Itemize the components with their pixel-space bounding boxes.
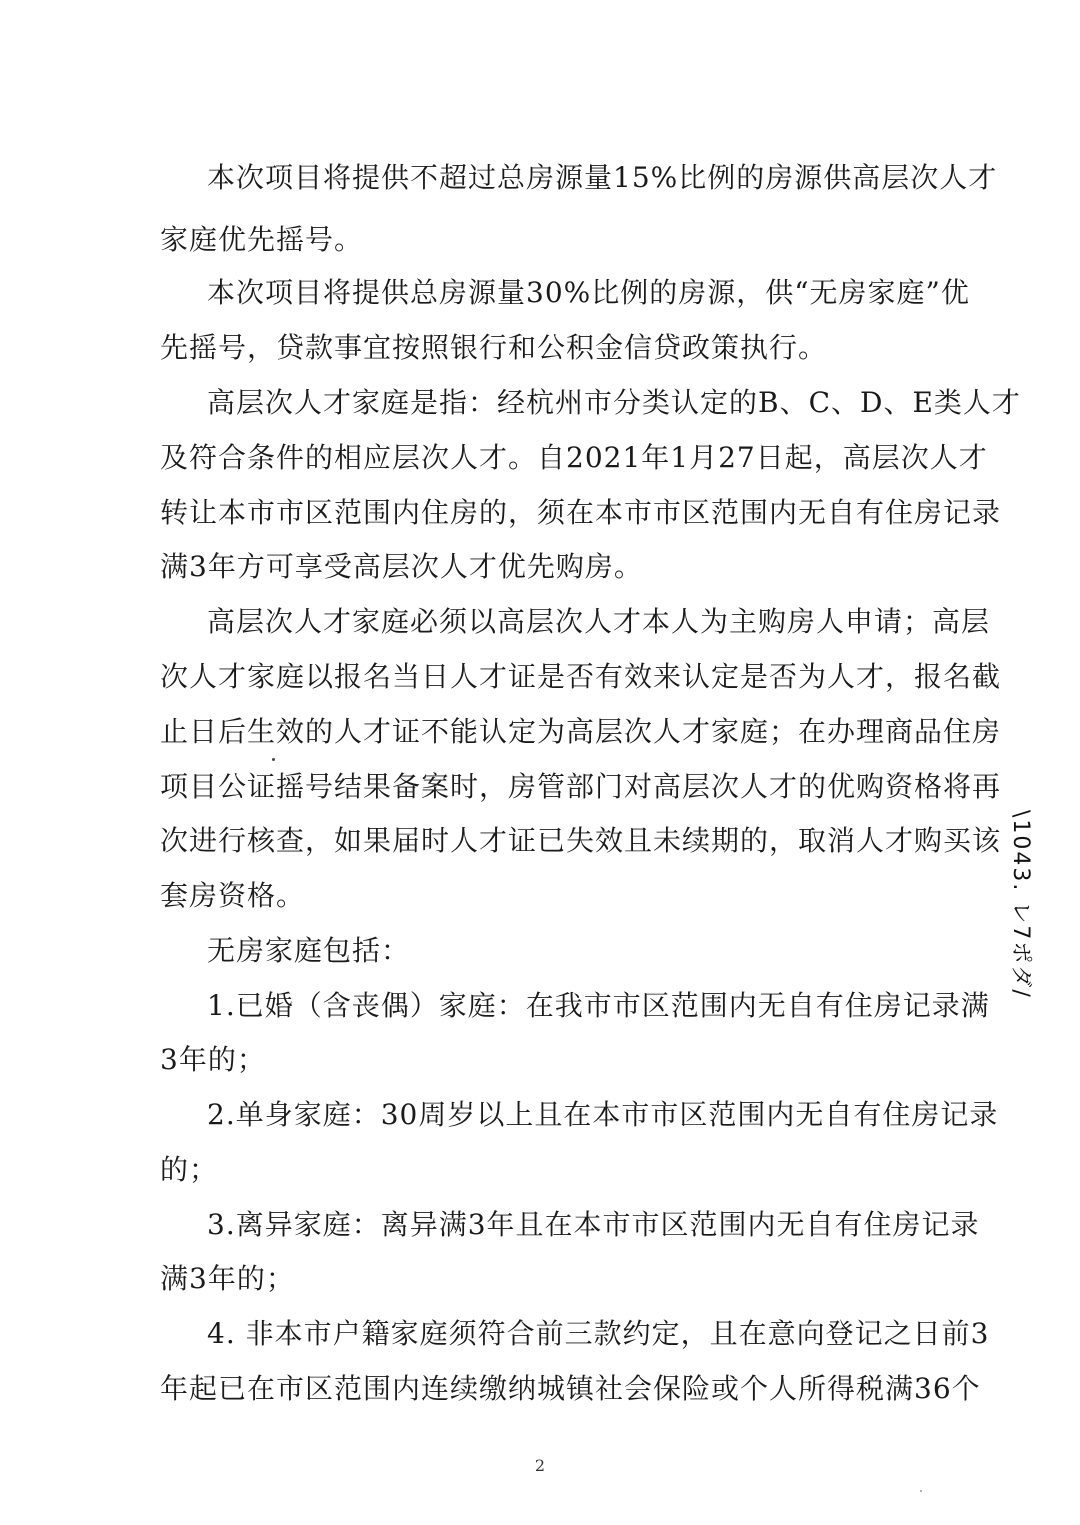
scan-speck [920, 1490, 922, 1492]
list-item-line: 4. 非本市户籍家庭须符合前三款约定，且在意向登记之日前3 [207, 1317, 990, 1350]
paragraph-line: 次人才家庭以报名当日人才证是否有效来认定是否为人才，报名截 [160, 660, 1002, 693]
list-item-line: 3年的； [160, 1043, 266, 1076]
paragraph-line: 止日后生效的人才证不能认定为高层次人才家庭；在办理商品住房 [160, 715, 1002, 748]
scan-speck [272, 758, 275, 761]
paragraph-line: 先摇号，贷款事宜按照银行和公积金信贷政策执行。 [160, 331, 828, 364]
paragraph-line: 高层次人才家庭必须以高层次人才本人为主购房人申请；高层 [207, 605, 991, 638]
page-number: 2 [534, 1456, 546, 1475]
list-item-line: 满3年的； [160, 1262, 295, 1295]
list-item-line: 2.单身家庭：30周岁以上且在本市市区范围内无自有住房记录 [207, 1098, 999, 1131]
paragraph-line: 高层次人才家庭是指：经杭州市分类认定的B、C、D、E类人才 [207, 386, 1021, 419]
paragraph-line: 满3年方可享受高层次人才优先购房。 [160, 550, 643, 583]
paragraph-line: 项目公证摇号结果备案时，房管部门对高层次人才的优购资格将再 [160, 770, 1002, 803]
paragraph-line: 本次项目将提供不超过总房源量15%比例的房源供高层次人才 [207, 161, 998, 194]
list-item-line: 的； [160, 1153, 219, 1186]
paragraph-line: 次进行核查，如果届时人才证已失效且未续期的，取消人才购买该 [160, 824, 1002, 857]
paragraph-line: 家庭优先摇号。 [160, 223, 364, 256]
list-item-line: 3.离异家庭：离异满3年且在本市市区范围内无自有住房记录 [207, 1208, 980, 1241]
list-item-line: 年起已在市区范围内连续缴纳城镇社会保险或个人所得税满36个 [160, 1372, 981, 1405]
paragraph-line: 及符合条件的相应层次人才。自2021年1月27日起，高层次人才 [160, 441, 988, 474]
paragraph-line: 转让本市市区范围内住房的，须在本市市区范围内无自有住房记录 [160, 496, 1002, 529]
paragraph-line: 无房家庭包括： [207, 934, 411, 967]
margin-stamp [1008, 790, 1080, 1030]
paragraph-line: 本次项目将提供总房源量30%比例的房源，供“无房家庭”优 [207, 276, 970, 309]
paragraph-line: 套房资格。 [160, 879, 306, 912]
margin-stamp-text: \1043. レ7ポダ/ [1008, 810, 1033, 999]
list-item-line: 1.已婚（含丧偶）家庭：在我市市区范围内无自有住房记录满 [207, 989, 990, 1022]
